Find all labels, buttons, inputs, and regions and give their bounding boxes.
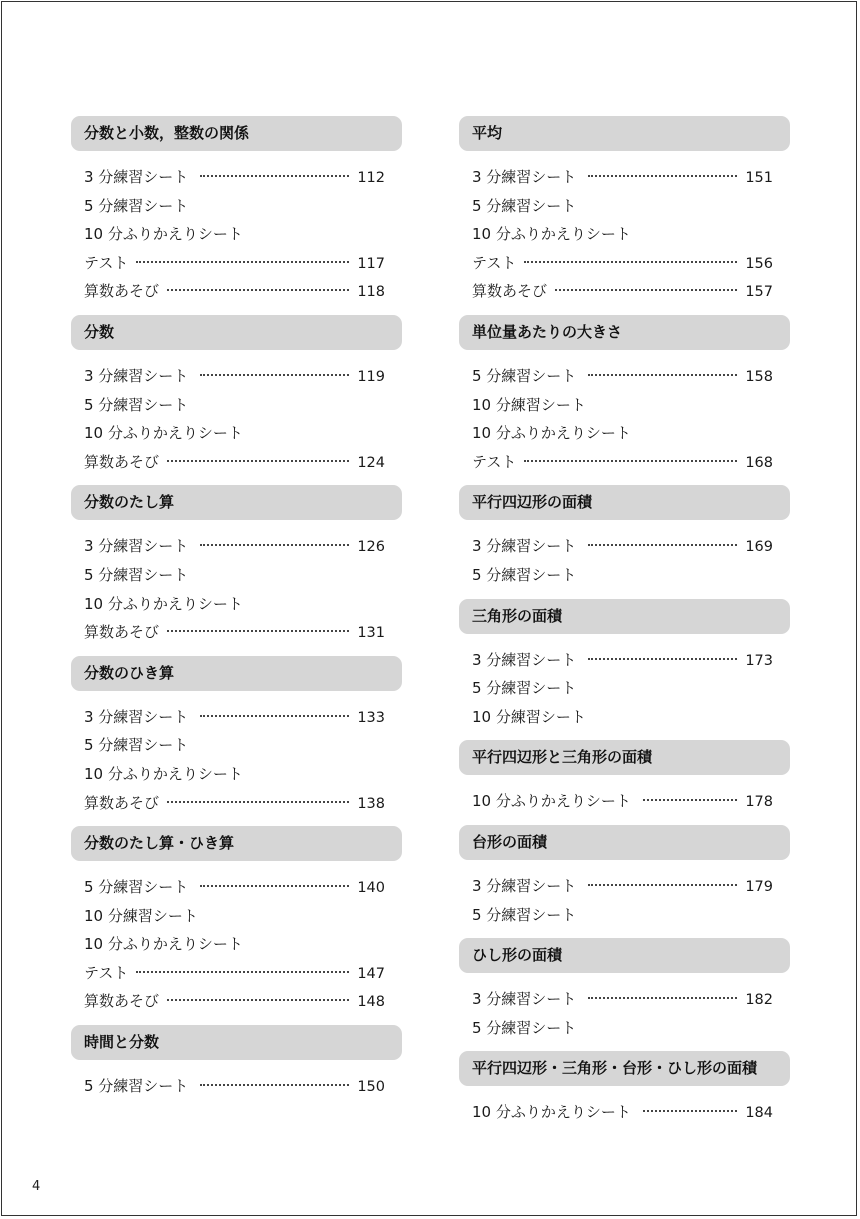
entry-page-number: 140 xyxy=(357,880,385,897)
toc-entry[interactable] xyxy=(459,192,790,221)
toc-entry[interactable] xyxy=(71,163,402,192)
entry-label: 5 分練習シート xyxy=(84,736,189,755)
dot-leader xyxy=(167,999,349,1001)
entry-label: 3 分練習シート xyxy=(472,990,577,1009)
entry-page-number: 158 xyxy=(745,368,773,385)
section-header: 平行四辺形の面積 xyxy=(459,485,790,520)
entry-label: 算数あそび xyxy=(84,452,160,471)
toc-entry[interactable] xyxy=(459,787,790,816)
dot-leader xyxy=(136,971,349,973)
entry-label: 算数あそび xyxy=(472,282,548,301)
dot-leader xyxy=(167,289,349,291)
toc-entry[interactable] xyxy=(459,1014,790,1043)
entry-label: 算数あそび xyxy=(84,623,160,642)
section-header: 平行四辺形・三角形・台形・ひし形の面積 xyxy=(459,1051,790,1086)
dot-leader xyxy=(643,1110,737,1112)
toc-entry[interactable] xyxy=(459,674,790,703)
section-header: 分数のたし算・ひき算 xyxy=(71,826,402,861)
dot-leader xyxy=(588,175,737,177)
section-header: 単位量あたりの大きさ xyxy=(459,315,790,350)
dot-leader xyxy=(588,374,737,376)
dot-leader xyxy=(200,1084,349,1086)
entry-page-number: 119 xyxy=(357,368,385,385)
entry-label: 5 分練習シート xyxy=(472,679,577,698)
toc-entry[interactable] xyxy=(459,561,790,590)
toc-entry[interactable] xyxy=(71,930,402,959)
section-header: ひし形の面積 xyxy=(459,938,790,973)
entry-label: 算数あそび xyxy=(84,992,160,1011)
toc-entry[interactable] xyxy=(71,391,402,420)
entry-label: 5 分練習シート xyxy=(472,1018,577,1037)
toc-entry[interactable] xyxy=(71,760,402,789)
entry-page-number: 147 xyxy=(357,965,385,982)
toc-entry[interactable] xyxy=(459,646,790,675)
entry-label: 3 分練習シート xyxy=(472,650,577,669)
entry-page-number: 182 xyxy=(745,992,773,1009)
entry-page-number: 151 xyxy=(745,170,773,186)
entry-label: 5 分練習シート xyxy=(84,395,189,414)
entry-page-number: 117 xyxy=(357,255,385,272)
entry-page-number: 131 xyxy=(357,625,385,642)
toc-entry[interactable] xyxy=(459,277,790,306)
entry-label: 10 分ふりかえりシート xyxy=(472,424,631,443)
entry-label: 5 分練習シート xyxy=(84,565,189,584)
entry-page-number: 118 xyxy=(357,284,385,301)
entry-label: 5 分練習シート xyxy=(84,878,189,897)
entry-label: 10 分ふりかえりシート xyxy=(472,225,631,244)
entry-label: 10 分練習シート xyxy=(472,395,586,414)
entry-label: 3 分練習シート xyxy=(84,168,189,186)
toc-entry[interactable] xyxy=(71,789,402,818)
toc-entry[interactable] xyxy=(71,590,402,619)
entry-label: 3 分練習シート xyxy=(472,876,577,895)
toc-entry[interactable] xyxy=(459,872,790,901)
section-header: 三角形の面積 xyxy=(459,599,790,634)
entry-label: 算数あそび xyxy=(84,793,160,812)
dot-leader xyxy=(643,799,737,801)
section-header: 時間と分数 xyxy=(71,1025,402,1060)
entry-label: テスト xyxy=(472,253,517,272)
toc-entry[interactable] xyxy=(459,985,790,1014)
dot-leader xyxy=(588,544,737,546)
toc-entry[interactable] xyxy=(459,703,790,732)
entry-label: テスト xyxy=(472,452,517,471)
toc-entry[interactable] xyxy=(71,561,402,590)
dot-leader xyxy=(588,658,737,660)
entry-page-number: 133 xyxy=(357,709,385,726)
toc-entry[interactable] xyxy=(459,220,790,249)
toc-entry[interactable] xyxy=(71,987,402,1016)
toc-entry[interactable] xyxy=(71,1072,402,1101)
entry-label: 10 分練習シート xyxy=(472,707,586,726)
toc-entry[interactable] xyxy=(71,873,402,902)
section-header: 平行四辺形と三角形の面積 xyxy=(459,740,790,775)
section-header: 分数のたし算 xyxy=(71,485,402,520)
dot-leader xyxy=(555,289,737,291)
entry-label: 3 分練習シート xyxy=(84,537,189,556)
entry-page-number: 169 xyxy=(745,539,773,556)
toc-entry[interactable] xyxy=(459,362,790,391)
toc-right-column xyxy=(459,116,790,1127)
section-header: 分数 xyxy=(71,315,402,350)
dot-leader xyxy=(524,460,737,462)
dot-leader xyxy=(200,715,349,717)
entry-page-number: 156 xyxy=(745,255,773,272)
toc-entry[interactable] xyxy=(71,419,402,448)
entry-label: 3 分練習シート xyxy=(84,707,189,726)
section-header: 分数と小数，整数の関係 xyxy=(71,116,402,151)
dot-leader xyxy=(588,884,737,886)
entry-label: 5 分練習シート xyxy=(472,565,577,584)
section-header: 平均 xyxy=(459,116,790,151)
toc-entry[interactable] xyxy=(459,163,790,192)
entry-label: 10 分ふりかえりシート xyxy=(84,225,243,244)
entry-page-number: 184 xyxy=(745,1105,773,1122)
entry-label: 5 分練習シート xyxy=(84,196,189,215)
toc-entry[interactable] xyxy=(71,959,402,988)
entry-label: 10 分ふりかえりシート xyxy=(472,1103,631,1122)
section-header: 分数のひき算 xyxy=(71,656,402,691)
entry-label: テスト xyxy=(84,963,129,982)
dot-leader xyxy=(588,997,737,999)
dot-leader xyxy=(200,544,349,546)
toc-entry[interactable] xyxy=(71,192,402,221)
toc-entry[interactable] xyxy=(71,703,402,732)
entry-page-number: 150 xyxy=(357,1079,385,1096)
entry-page-number: 126 xyxy=(357,539,385,556)
entry-label: 10 分ふりかえりシート xyxy=(472,792,631,811)
entry-label: 5 分練習シート xyxy=(472,905,577,924)
entry-label: 10 分練習シート xyxy=(84,906,198,925)
toc-entry[interactable] xyxy=(71,249,402,278)
dot-leader xyxy=(167,630,349,632)
entry-page-number: 178 xyxy=(745,794,773,811)
toc-entry[interactable] xyxy=(71,532,402,561)
dot-leader xyxy=(200,885,349,887)
toc-entry[interactable] xyxy=(459,532,790,561)
entry-label: 5 分練習シート xyxy=(472,196,577,215)
toc-entry[interactable] xyxy=(71,277,402,306)
toc-left-column xyxy=(71,116,402,1101)
entry-page-number: 157 xyxy=(745,284,773,301)
dot-leader xyxy=(167,801,349,803)
entry-page-number: 168 xyxy=(745,454,773,471)
entry-page-number: 124 xyxy=(357,454,385,471)
entry-page-number: 112 xyxy=(357,170,385,186)
entry-label: 10 分ふりかえりシート xyxy=(84,594,243,613)
toc-entry[interactable] xyxy=(459,901,790,930)
entry-label: 10 分ふりかえりシート xyxy=(84,935,243,954)
entry-label: 5 分練習シート xyxy=(472,366,577,385)
entry-page-number: 173 xyxy=(745,652,773,669)
section-header: 台形の面積 xyxy=(459,825,790,860)
toc-entry[interactable] xyxy=(459,391,790,420)
entry-label: 3 分練習シート xyxy=(84,366,189,385)
entry-page-number: 148 xyxy=(357,994,385,1011)
entry-page-number: 138 xyxy=(357,795,385,812)
toc-entry[interactable] xyxy=(459,448,790,477)
entry-label: 10 分ふりかえりシート xyxy=(84,764,243,783)
dot-leader xyxy=(200,374,349,376)
entry-page-number: 179 xyxy=(745,878,773,895)
dot-leader xyxy=(136,261,349,263)
entry-label: 5 分練習シート xyxy=(84,1077,189,1096)
dot-leader xyxy=(524,261,737,263)
entry-label: 3 分練習シート xyxy=(472,168,577,186)
toc-entry[interactable] xyxy=(459,419,790,448)
entry-label: 算数あそび xyxy=(84,282,160,301)
dot-leader xyxy=(167,460,349,462)
toc-entry[interactable] xyxy=(71,448,402,477)
toc-entry[interactable] xyxy=(459,249,790,278)
entry-label: 10 分ふりかえりシート xyxy=(84,424,243,443)
toc-entry[interactable] xyxy=(71,220,402,249)
toc-entry[interactable] xyxy=(459,1098,790,1127)
toc-entry[interactable] xyxy=(71,618,402,647)
toc-entry[interactable] xyxy=(71,362,402,391)
entry-label: テスト xyxy=(84,253,129,272)
entry-label: 3 分練習シート xyxy=(472,537,577,556)
dot-leader xyxy=(200,175,349,177)
toc-entry[interactable] xyxy=(71,902,402,931)
page-number: 4 xyxy=(32,1179,41,1194)
toc-entry[interactable] xyxy=(71,731,402,760)
